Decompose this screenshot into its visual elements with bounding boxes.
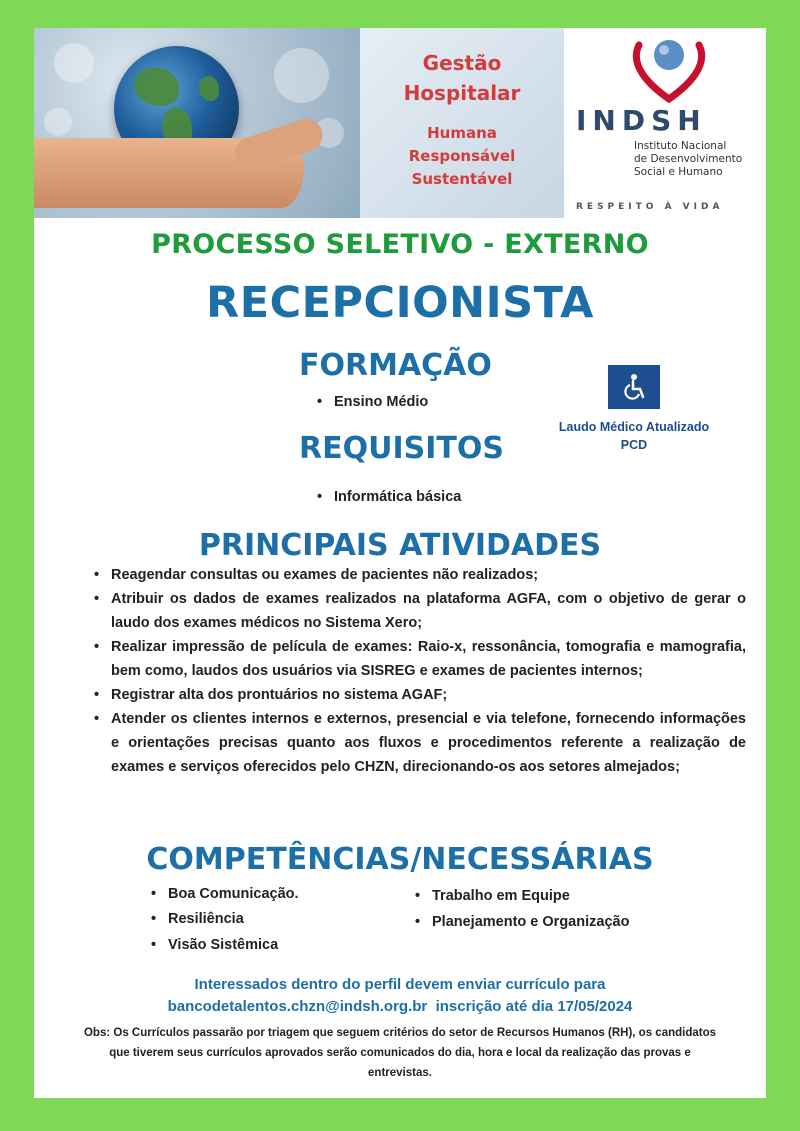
formacao-item: • Ensino Médio [334,394,428,410]
requisitos-item: • Informática básica [334,489,461,505]
hospitalar-line: Hospitalar [403,81,521,105]
contact-details [34,996,766,1018]
pcd-label: Laudo Médico Atualizado PCD [558,420,710,452]
value-sustentavel: Sustentável [411,170,513,188]
activities-list [111,563,746,779]
value-humana: Humana [427,124,497,142]
list-item: • Realizar impressão de película de exames: Raio-x, ressonância, tomografia e mamografia, bem como, laudos dos usuários via SISREG e exames de pacientes internos; [111,635,746,683]
contact-email[interactable]: bancodetalentos.chzn@indsh.org.br [167,998,428,1015]
logo-tagline: RESPEITO À VIDA [576,202,724,212]
list-item: • Reagendar consultas ou exames de pacientes não realizados; [111,563,746,587]
indsh-logo [564,28,766,218]
list-item: • Atribuir os dados de exames realizados na plataforma AGFA, com o objetivo de gerar o laudo dos exames médicos no Sistema Xero; [111,587,746,635]
list-item: • Atender os clientes internos e externos, presencial e via telefone, fornecendo informações e orientações precisas quanto aos fluxos e procedimentos referente a realização de exames e serviços oferecidos pelo CHZN, direcionando-os aos setores almejados; [111,707,746,779]
job-poster [34,28,766,1098]
heart-globe-icon [629,33,709,103]
list-item: • Registrar alta dos prontuários no sistema AGAF; [111,683,746,707]
gestao-line: Gestão [422,51,502,75]
value-responsavel: Responsável [408,147,516,165]
requisitos-title: REQUISITOS [299,431,504,466]
observation-text: Obs: Os Currículos passarão por triagem que seguem critérios do setor de Recursos Humanos (RH), os candidatos que tiverem seus currículos aprovados serão comunicados do dia, hora e local da realização das provas e entrevistas. [83,1027,717,1079]
competencia-item: • Visão Sistêmica [168,937,278,953]
competencias-title: COMPETÊNCIAS/NECESSÁRIAS [146,842,654,877]
formacao-title: FORMAÇÃO [299,348,492,383]
wheelchair-icon [608,365,660,409]
globe-in-hand-photo [34,28,360,218]
banner [34,28,766,218]
competencia-item: • Boa Comunicação. [168,886,299,902]
logo-subtitle: Instituto Nacional de Desenvolvimento Social e Humano [634,140,743,178]
competencia-item: • Trabalho em Equipe [432,888,570,904]
competencia-item: • Resiliência [168,911,244,927]
contact-line: Interessados dentro do perfil devem enviar currículo para [194,976,606,993]
competencia-item: • Planejamento e Organização [432,914,629,930]
process-title: PROCESSO SELETIVO - EXTERNO [151,229,649,260]
job-title: RECEPCIONISTA [206,278,594,328]
deadline-text: inscrição até dia 17/05/2024 [435,998,633,1015]
atividades-title: PRINCIPAIS ATIVIDADES [198,528,602,563]
gestao-hospitalar-panel [360,28,564,218]
logo-word: INDSH [576,104,707,137]
